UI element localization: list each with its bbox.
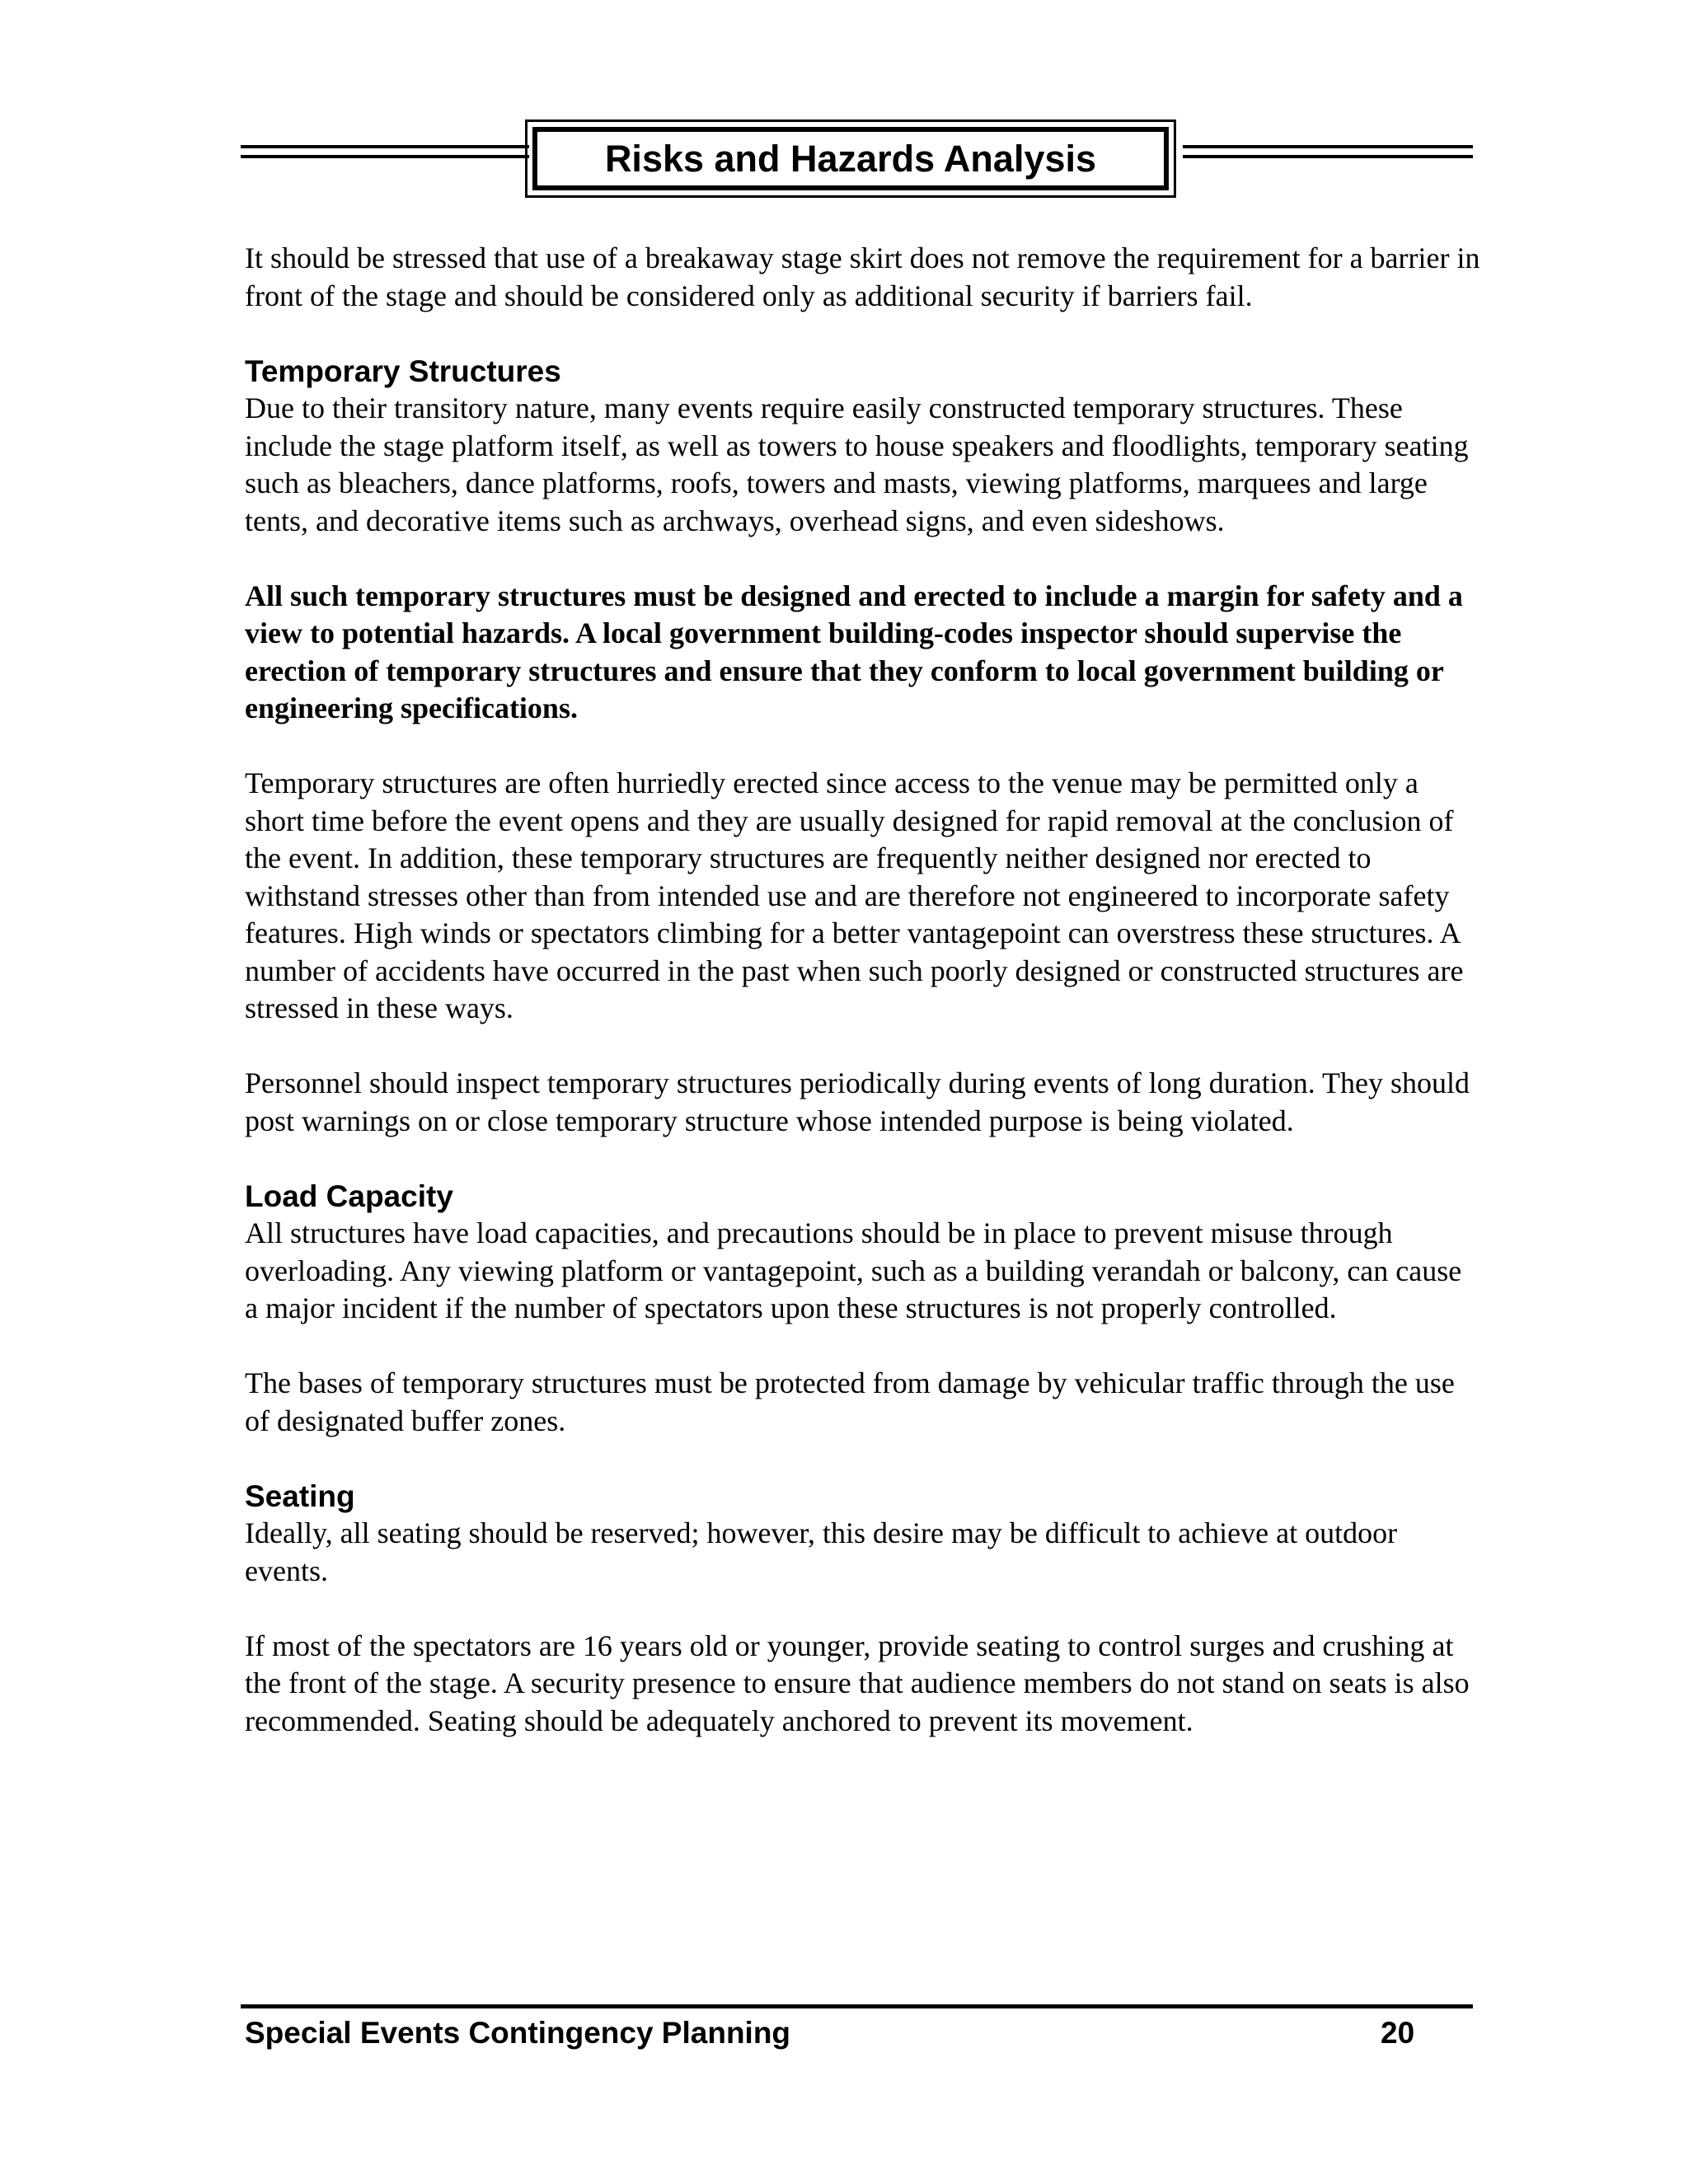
footer-rule [241,2004,1473,2008]
header-rule-left-lower [241,155,529,158]
section-heading-load-capacity: Load Capacity [245,1179,453,1213]
load-capacity-paragraph-1: All structures have load capacities, and precautions should be in place to prevent misuse through overloading. Any viewing platform or vantagepoint, such as a building verandah or balcony, can cause a major incident if the number of spectators upon these structures is not properly controlled. [245,1216,1462,1324]
temporary-structures-paragraph-3: Temporary structures are often hurriedly erected since access to the venue may be permitted only a short time before the event opens and they are usually designed for rapid removal at the conclusion of the event. In addition, these temporary structures are frequently neither designed nor erected to withstand stresses other than from intended use and are therefore not engineered to incorporate safety features. High winds or spectators climbing for a better vantagepoint can overstress these structures. A number of accidents have occurred in the past when such poorly designed or constructed structures are stressed in these ways. [245,766,1464,1024]
section-heading-temporary-structures: Temporary Structures [245,354,561,388]
page-title: Risks and Hazards Analysis [604,138,1097,180]
header-rule-left-upper [241,145,529,148]
temporary-structures-paragraph-4: Personnel should inspect temporary structures periodically during events of long duration. They should post warnings on or close temporary structure whose intended purpose is being violated. [245,1066,1470,1137]
header-title-inner-frame [532,127,1169,190]
intro-paragraph: It should be stressed that use of a breakaway stage skirt does not remove the requirement for a barrier in front of the stage and should be considered only as additional security if barriers fail. [245,241,1480,312]
temporary-structures-paragraph-1: Due to their transitory nature, many events require easily constructed temporary structures. These include the stage platform itself, as well as towers to house speakers and floodlights, temporary seating such as bleachers, dance platforms, roofs, towers and masts, viewing platforms, marquees and large tents, and decorative items such as archways, overhead signs, and even sideshows. [245,391,1469,537]
header-title-frame [525,120,1176,198]
page-header [241,120,1473,198]
page-content [245,240,1481,1778]
seating-paragraph-2: If most of the spectators are 16 years old or younger, provide seating to control surges and crushing at the front of the stage. A security presence to ensure that audience members do not stand on seats is also recommended. Seating should be adequately anchored to prevent its movement. [245,1629,1470,1737]
footer-page-number: 20 [1381,2016,1415,2050]
section-heading-seating: Seating [245,1479,355,1513]
footer-document-title: Special Events Contingency Planning [245,2016,791,2050]
seating-paragraph-1: Ideally, all seating should be reserved; however, this desire may be difficult to achieve at outdoor events. [245,1516,1398,1587]
load-capacity-paragraph-2: The bases of temporary structures must be protected from damage by vehicular traffic through the use of designated buffer zones. [245,1366,1455,1437]
header-rule-right-upper [1183,145,1473,148]
header-rule-right-lower [1183,155,1473,158]
temporary-structures-paragraph-2-emphasis: All such temporary structures must be designed and erected to include a margin for safety and a view to potential hazards. A local government building-codes inspector should supervise the erection of temporary structures and ensure that they conform to local government building or engineering specifications. [245,579,1463,724]
